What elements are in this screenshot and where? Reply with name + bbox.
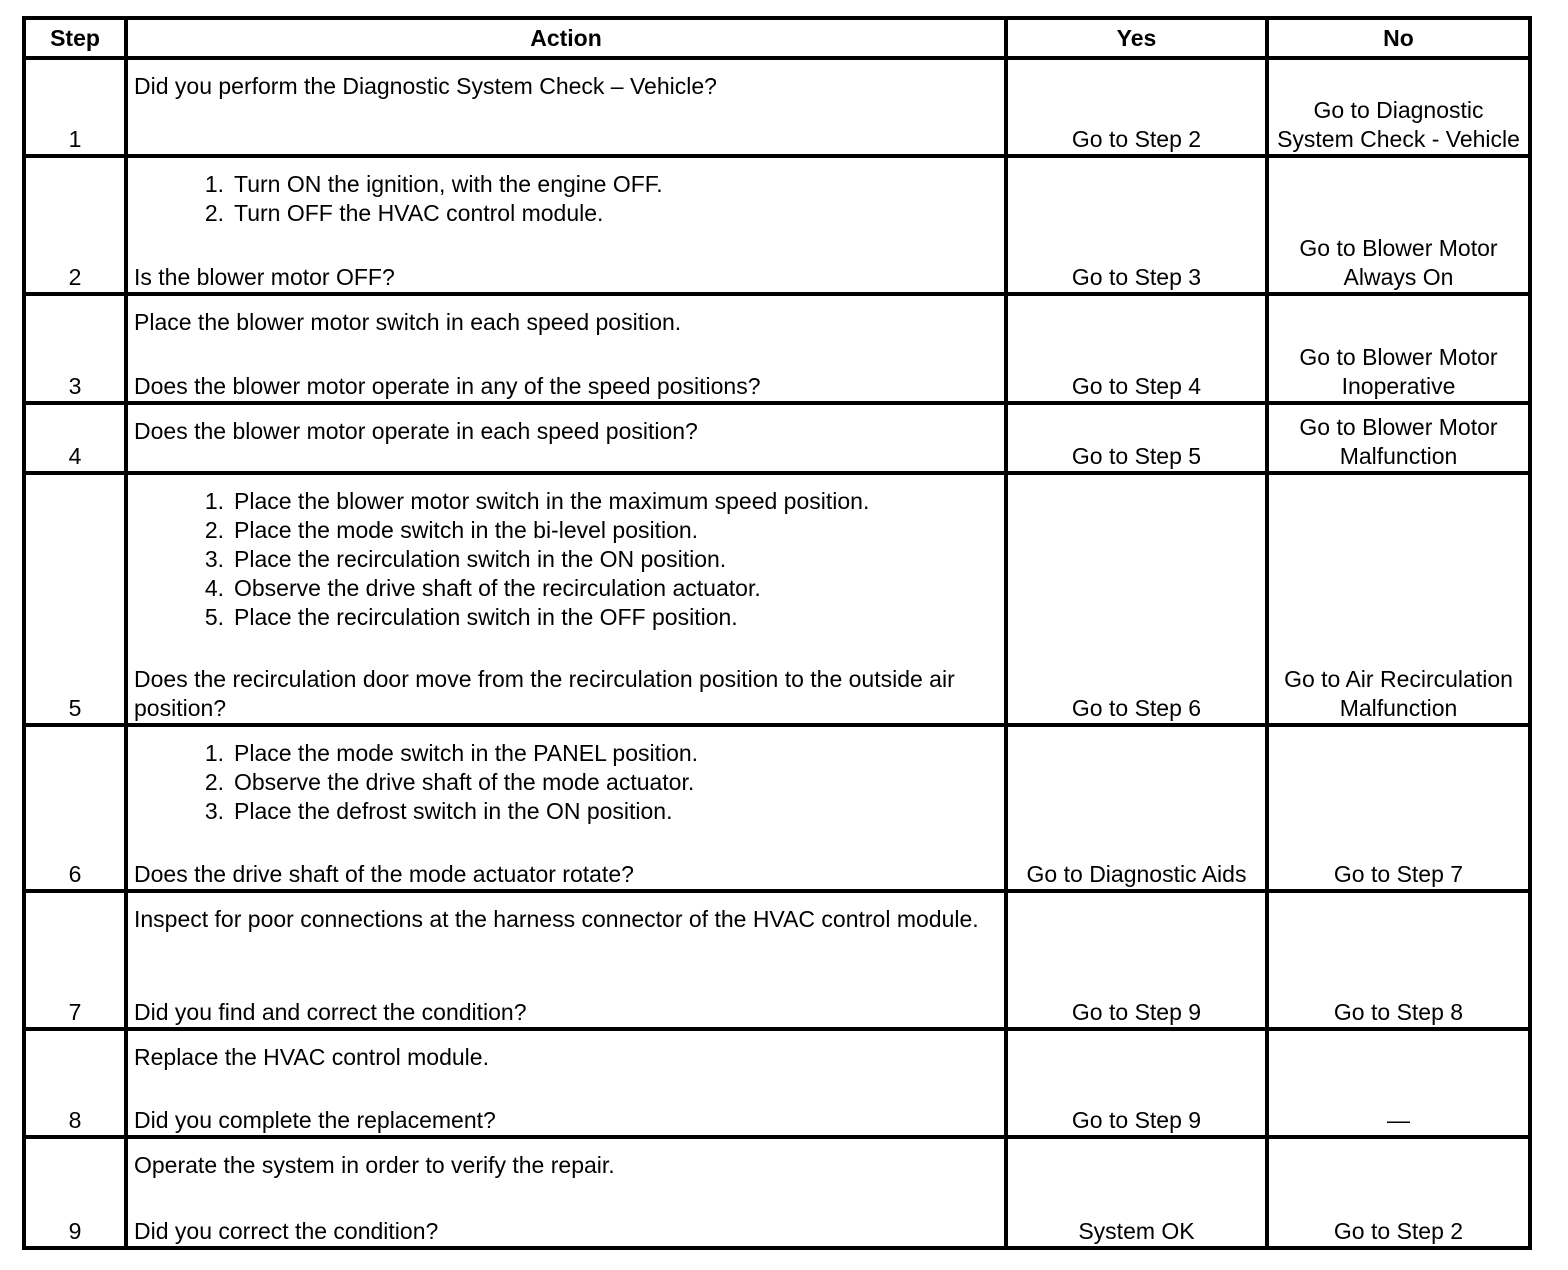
header-no: No bbox=[1267, 18, 1530, 58]
diagnostic-table bbox=[22, 16, 1532, 1250]
action-question: Does the recirculation door move from the recirculation position to the outside air position? bbox=[134, 666, 955, 721]
step-number: 1 bbox=[24, 58, 126, 156]
substep-number: 1. bbox=[204, 488, 224, 514]
step-number: 4 bbox=[24, 403, 126, 473]
substep-list bbox=[134, 487, 998, 632]
action-text: Place the blower motor switch in each speed position. bbox=[134, 309, 682, 335]
substep-item bbox=[134, 739, 998, 768]
table-row bbox=[24, 1029, 1530, 1137]
yes-result: System OK bbox=[1006, 1137, 1267, 1248]
action-question: Did you correct the condition? bbox=[134, 1218, 439, 1244]
substep-number: 1. bbox=[204, 740, 224, 766]
action-text: Did you perform the Diagnostic System Check – Vehicle? bbox=[134, 73, 717, 99]
action-question: Is the blower motor OFF? bbox=[134, 264, 395, 290]
substep-number: 2. bbox=[204, 200, 224, 226]
substep-item bbox=[134, 545, 998, 574]
no-result: Go to Blower Motor Always On bbox=[1267, 156, 1530, 294]
no-result: Go to Blower Motor Malfunction bbox=[1267, 403, 1530, 473]
action-text: Inspect for poor connections at the harness connector of the HVAC control module. bbox=[134, 906, 979, 932]
substep-item bbox=[134, 603, 998, 632]
substep-number: 4. bbox=[204, 575, 224, 601]
step-number: 5 bbox=[24, 473, 126, 725]
no-result: Go to Diagnostic System Check - Vehicle bbox=[1267, 58, 1530, 156]
step-number: 2 bbox=[24, 156, 126, 294]
table-row bbox=[24, 473, 1530, 725]
action-cell bbox=[126, 473, 1006, 725]
substep-list bbox=[134, 170, 998, 228]
table-row bbox=[24, 403, 1530, 473]
substep-number: 3. bbox=[204, 798, 224, 824]
substep-number: 1. bbox=[204, 171, 224, 197]
substep-number: 3. bbox=[204, 546, 224, 572]
yes-result: Go to Step 5 bbox=[1006, 403, 1267, 473]
substep-item bbox=[134, 768, 998, 797]
substep-text: Turn ON the ignition, with the engine OFF. bbox=[234, 171, 663, 197]
action-question: Does the blower motor operate in any of the speed positions? bbox=[134, 373, 761, 399]
header-row bbox=[24, 18, 1530, 58]
header-step: Step bbox=[24, 18, 126, 58]
table-row bbox=[24, 891, 1530, 1029]
step-number: 3 bbox=[24, 294, 126, 403]
substep-number: 2. bbox=[204, 517, 224, 543]
substep-item bbox=[134, 797, 998, 826]
step-number: 6 bbox=[24, 725, 126, 891]
substep-list bbox=[134, 739, 998, 826]
no-result: Go to Step 2 bbox=[1267, 1137, 1530, 1248]
substep-text: Place the mode switch in the bi-level position. bbox=[234, 517, 699, 543]
substep-text: Observe the drive shaft of the mode actuator. bbox=[234, 769, 695, 795]
yes-result: Go to Step 6 bbox=[1006, 473, 1267, 725]
table-row bbox=[24, 725, 1530, 891]
substep-text: Observe the drive shaft of the recirculation actuator. bbox=[234, 575, 761, 601]
action-cell bbox=[126, 58, 1006, 156]
substep-text: Place the recirculation switch in the OFF position. bbox=[234, 604, 738, 630]
action-cell bbox=[126, 1137, 1006, 1248]
substep-text: Place the defrost switch in the ON position. bbox=[234, 798, 673, 824]
action-cell bbox=[126, 403, 1006, 473]
yes-result: Go to Step 4 bbox=[1006, 294, 1267, 403]
no-result: Go to Blower Motor Inoperative bbox=[1267, 294, 1530, 403]
substep-number: 5. bbox=[204, 604, 224, 630]
substep-text: Place the mode switch in the PANEL position. bbox=[234, 740, 699, 766]
no-result: Go to Step 7 bbox=[1267, 725, 1530, 891]
action-cell bbox=[126, 725, 1006, 891]
action-text: Does the blower motor operate in each speed position? bbox=[134, 418, 698, 444]
yes-result: Go to Step 3 bbox=[1006, 156, 1267, 294]
header-yes: Yes bbox=[1006, 18, 1267, 58]
yes-result: Go to Step 9 bbox=[1006, 1029, 1267, 1137]
action-text: Replace the HVAC control module. bbox=[134, 1044, 489, 1070]
substep-item bbox=[134, 199, 998, 228]
action-question: Did you complete the replacement? bbox=[134, 1107, 496, 1133]
substep-item bbox=[134, 574, 998, 603]
step-number: 9 bbox=[24, 1137, 126, 1248]
action-question: Did you find and correct the condition? bbox=[134, 999, 527, 1025]
header-action: Action bbox=[126, 18, 1006, 58]
action-cell bbox=[126, 891, 1006, 1029]
yes-result: Go to Diagnostic Aids bbox=[1006, 725, 1267, 891]
substep-number: 2. bbox=[204, 769, 224, 795]
action-cell bbox=[126, 1029, 1006, 1137]
substep-item bbox=[134, 487, 998, 516]
substep-text: Place the blower motor switch in the maximum speed position. bbox=[234, 488, 870, 514]
yes-result: Go to Step 9 bbox=[1006, 891, 1267, 1029]
table-row bbox=[24, 156, 1530, 294]
step-number: 7 bbox=[24, 891, 126, 1029]
substep-item bbox=[134, 170, 998, 199]
action-cell bbox=[126, 156, 1006, 294]
action-text: Operate the system in order to verify the repair. bbox=[134, 1152, 615, 1178]
table-row bbox=[24, 294, 1530, 403]
substep-text: Turn OFF the HVAC control module. bbox=[234, 200, 604, 226]
action-question: Does the drive shaft of the mode actuator rotate? bbox=[134, 861, 634, 887]
substep-item bbox=[134, 516, 998, 545]
no-result: Go to Air Recirculation Malfunction bbox=[1267, 473, 1530, 725]
substep-text: Place the recirculation switch in the ON position. bbox=[234, 546, 727, 572]
table-row bbox=[24, 1137, 1530, 1248]
no-result: — bbox=[1267, 1029, 1530, 1137]
step-number: 8 bbox=[24, 1029, 126, 1137]
yes-result: Go to Step 2 bbox=[1006, 58, 1267, 156]
no-result: Go to Step 8 bbox=[1267, 891, 1530, 1029]
action-cell bbox=[126, 294, 1006, 403]
table-row bbox=[24, 58, 1530, 156]
